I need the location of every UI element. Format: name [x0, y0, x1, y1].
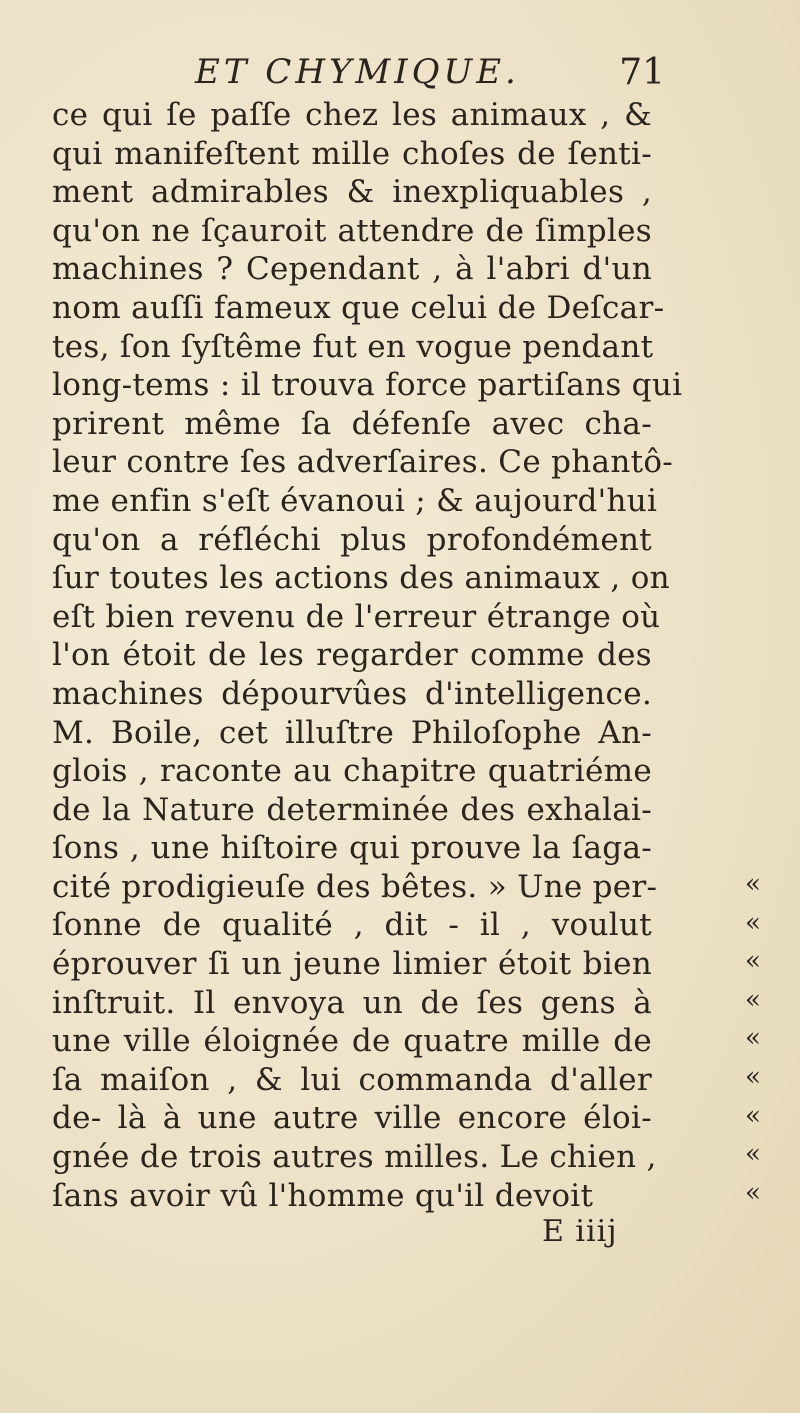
quote-mark: «: [745, 1178, 761, 1208]
text-line: M. Boile, cet illuſtre Philoſophe An-: [52, 714, 652, 751]
text-line: leur contre ſes adverſaires. Ce phantô-: [52, 444, 674, 481]
text-line: l'on étoit de les regarder comme des: [52, 637, 652, 674]
text-line: une ville éloignée de quatre mille de: [52, 1023, 652, 1060]
quote-mark: «: [745, 1139, 761, 1169]
text-line: qu'on ne ſçauroit attendre de ſimples: [52, 212, 652, 249]
text-line: machines ? Cependant , à l'abri d'un: [52, 251, 652, 288]
text-line: glois , raconte au chapitre quatriéme: [52, 753, 652, 790]
text-line: éprouver ſi un jeune limier étoit bien: [52, 946, 652, 983]
quote-mark: «: [745, 908, 761, 938]
running-title: ET CHYMIQUE.: [195, 52, 520, 92]
signature-mark: E iiij: [542, 1214, 618, 1249]
text-line: nom auſſi fameux que celui de Deſcar-: [52, 289, 665, 326]
text-line: me enfin s'eſt évanoui ; & aujourd'hui: [52, 482, 658, 519]
text-line: qui manifeſtent mille choſes de ſenti-: [52, 135, 652, 172]
quote-mark: «: [745, 946, 761, 976]
page-number: 71: [619, 52, 665, 93]
text-line: inſtruit. Il envoya un de ſes gens à: [52, 984, 652, 1021]
text-line: qu'on a réfléchi plus profondément: [52, 521, 652, 558]
text-line: ment admirables & inexpliquables ,: [52, 174, 652, 211]
text-line: prirent même ſa défenſe avec cha-: [52, 405, 652, 442]
text-line: de la Nature determinée des exhalai-: [52, 791, 652, 828]
quote-mark: «: [745, 1023, 761, 1053]
text-line: de- là à une autre ville encore éloi-: [52, 1100, 652, 1137]
text-line: gnée de trois autres milles. Le chien ,: [52, 1139, 657, 1176]
text-line: ſans avoir vû l'homme qu'il devoit: [52, 1177, 594, 1214]
body-text: [52, 96, 683, 1215]
quote-mark: «: [745, 985, 761, 1015]
text-line: ſonne de qualité , dit - il , voulut: [52, 907, 652, 944]
text-line: long-tems : il trouva force partiſans qui: [52, 367, 683, 404]
text-line: eſt bien revenu de l'erreur étrange où: [52, 598, 661, 635]
text-line: machines dépourvûes d'intelligence.: [52, 675, 652, 712]
quote-mark: «: [745, 1101, 761, 1131]
text-line: ſa maiſon , & lui commanda d'aller: [52, 1061, 652, 1098]
quote-mark: «: [745, 1062, 761, 1092]
text-line: tes, ſon ſyſtême fut en vogue pendant: [52, 328, 654, 365]
text-line: ce qui ſe paſſe chez les animaux , &: [52, 97, 652, 133]
text-line: cité prodigieuſe des bêtes. » Une per-: [52, 868, 658, 905]
text-line: ſons , une hiſtoire qui prouve la ſaga-: [52, 830, 652, 867]
page-header: [195, 52, 665, 96]
text-line: ſur toutes les actions des animaux , on: [52, 560, 670, 597]
quote-mark: «: [745, 869, 761, 899]
